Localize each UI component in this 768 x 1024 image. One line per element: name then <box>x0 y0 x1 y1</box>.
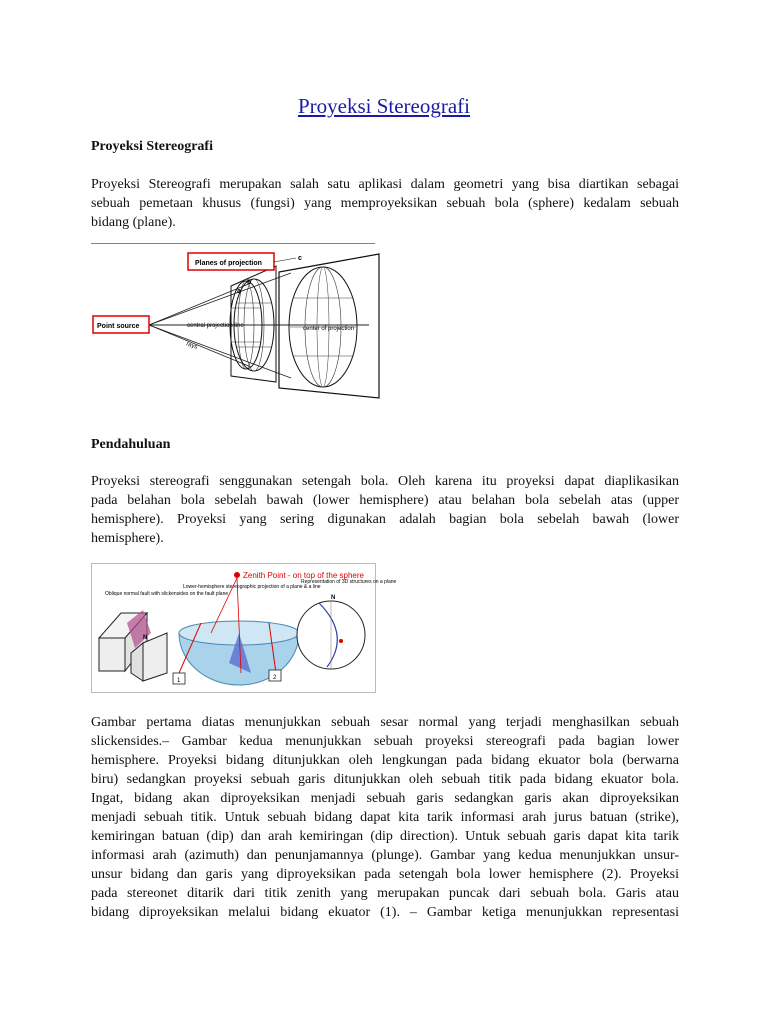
section-heading-proyeksi: Proyeksi Stereografi <box>91 139 213 154</box>
paragraph-line: pada belahan bola sebelah bawah (lower hemisphere) atau belahan bola sebelah atas (upper <box>91 493 679 508</box>
label-b: b <box>247 279 252 286</box>
paragraph-line: Ingat, bidang akan diproyeksikan menjadi sebuah garis sedangkan garis akan diproyeksikan <box>91 791 679 806</box>
central-line-label: central projection line <box>187 323 244 329</box>
page-title: Proyeksi Stereografi <box>297 94 471 118</box>
projection-diagram <box>91 248 381 408</box>
intro-paragraph <box>91 175 679 232</box>
paragraph-line: Gambar pertama diatas menunjukkan sebuah sesar normal yang terjadi menghasilkan sebuah <box>91 715 679 730</box>
paragraph-line: hemisphere). <box>91 531 164 546</box>
paragraph-line: bidang (plane). <box>91 215 176 230</box>
divider-line <box>91 243 375 244</box>
paragraph-line: bidang diproyeksikan melalui bidang ekuator (1). – Gambar ketiga menunjukkan representasi <box>91 905 679 920</box>
label-c: c <box>298 255 302 262</box>
paragraph-line: menjadi sebuah titik. Untuk sebuah bidang dapat kita tarik informasi arah jurus batuan (strike), <box>91 810 679 825</box>
planes-label: Planes of projection <box>195 260 262 267</box>
description-paragraph <box>91 713 679 922</box>
north-label-2: N <box>331 595 336 601</box>
representation-label: Representation of 3D structures on a plane <box>301 579 397 585</box>
paragraph-line: unsur bidang dan garis yang diproyeksikan pada setengah bola lower hemisphere (2). Proyeksi <box>91 867 679 882</box>
label-a: a <box>237 288 241 295</box>
lower-label: Lower-hemisphere stereographic projection of a plane & a line <box>183 584 321 590</box>
section-heading-pendahuluan: Pendahuluan <box>91 437 171 452</box>
zenith-label: Zenith Point - on top of the sphere <box>243 571 364 580</box>
paragraph-line: Proyeksi Stereografi merupakan salah satu aplikasi dalam geometri yang bisa diartikan sebagai <box>91 177 679 192</box>
paragraph-line: slickensides.– Gambar kedua menunjukkan sebuah proyeksi stereografi pada bagian lower <box>91 734 679 749</box>
paragraph-line: hemisphere. Proyeksi bidang ditunjukkan oleh lengkungan pada bidang ekuator bola (berwarna <box>91 753 679 768</box>
figure-number-1: 1 <box>177 678 181 684</box>
center-label: center of projection <box>303 326 355 332</box>
point-source-label: Point source <box>97 323 140 330</box>
paragraph-line: pada stereonet ditarik dari titik zenith yang merupakan puncak dari sebuah bola. Garis atau <box>91 886 679 901</box>
paragraph-line: hemisphere). Proyeksi yang sering digunakan adalah bagian bola sebelah bawah (lower <box>91 512 679 527</box>
paragraph-line: informasi arah (azimuth) dan penunjamannya (plunge). Gambar yang kedua menunjukkan unsur- <box>91 848 679 863</box>
paragraph-line: sebuah pemetaan khusus (fungsi) yang memproyeksikan sebuah bola (sphere) kedalam sebuah <box>91 196 679 211</box>
north-label-1: N <box>143 635 148 641</box>
figure-number-2: 2 <box>273 675 277 681</box>
oblique-label: Oblique normal fault with slickensides on the fault plane <box>105 591 229 597</box>
pendahuluan-paragraph <box>91 472 679 548</box>
paragraph-line: kemiringan batuan (dip) dan arah kemiringan (dip direction). Untuk sebuah garis dapat kita tarik <box>91 829 679 844</box>
rays-label: rays <box>185 341 199 351</box>
paragraph-line: biru) sedangkan proyeksi sebuah garis ditunjukkan oleh sebuah titik pada bidang ekuator bola. <box>91 772 679 787</box>
paragraph-line: Proyeksi stereografi senggunakan setengah bola. Oleh karena itu proyeksi dapat diaplikasikan <box>91 474 679 489</box>
hemisphere-figure <box>91 563 397 693</box>
